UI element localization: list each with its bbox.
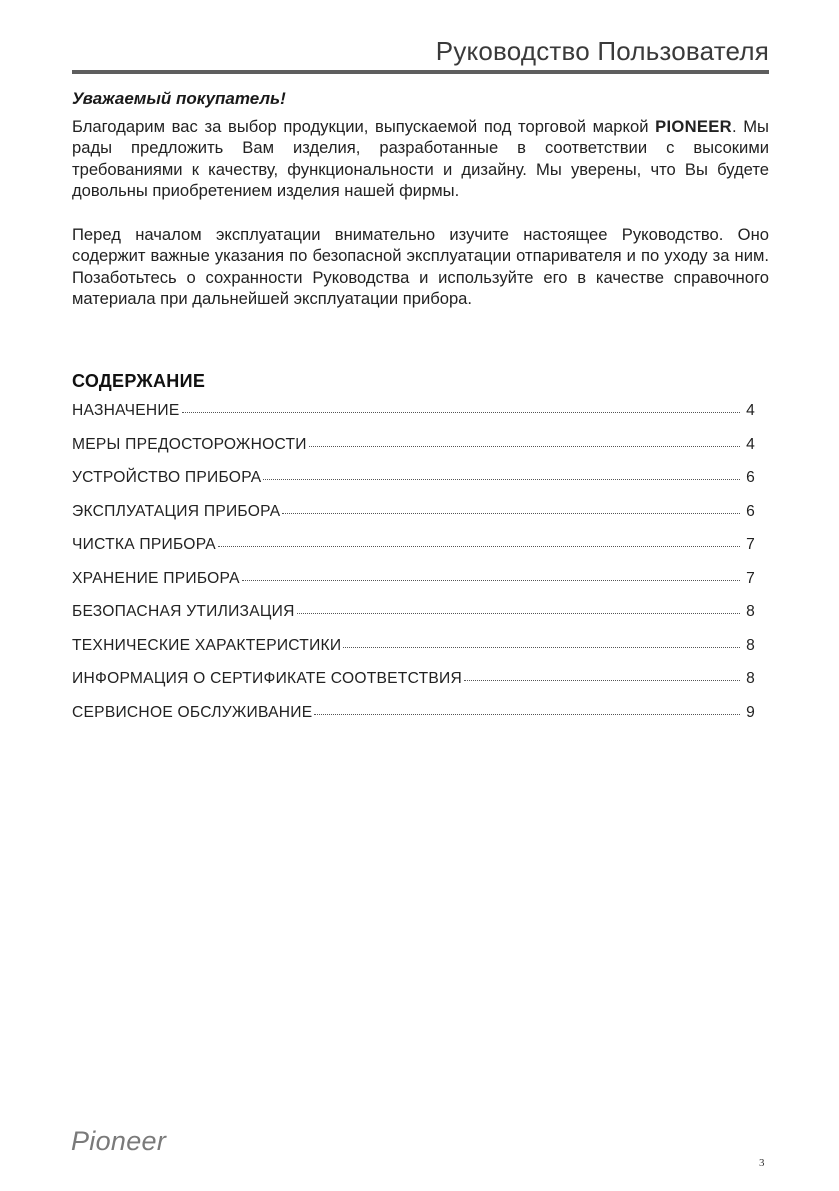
intro-paragraph-1 [72,116,769,202]
toc-item-label: МЕРЫ ПРЕДОСТОРОЖНОСТИ [72,435,307,453]
intro-paragraph-1-end: . Мы рады предложить Вам изделия, разработанные в соответствии с высокими требованиями к качеству, функциональности и дизайну. Мы уверены, что Вы будете довольны приобретением изделия нашей фирмы. [72,117,769,201]
toc-item-label: ИНФОРМАЦИЯ О СЕРТИФИКАТЕ СООТВЕТСТВИЯ [72,670,462,687]
brand-name: PIONEER [655,117,732,136]
toc-leader-dots [297,612,740,614]
toc-leader-dots [309,445,740,447]
pioneer-logo: Pioneer [71,1126,167,1156]
toc-leader-dots [343,646,740,648]
toc-item[interactable] [72,503,755,537]
toc-item[interactable] [72,704,755,738]
toc-item[interactable] [72,436,755,470]
toc-item[interactable] [72,536,755,570]
header-divider [72,70,769,74]
table-of-contents [72,402,755,737]
toc-item[interactable] [72,670,755,704]
toc-item-page: 6 [746,469,755,486]
toc-item-label: СЕРВИСНОЕ ОБСЛУЖИВАНИЕ [72,703,313,721]
toc-item-page: 4 [746,402,755,419]
toc-item-label: НАЗНАЧЕНИЕ [72,402,180,419]
toc-leader-dots [263,478,740,480]
toc-item-page: 6 [746,502,755,520]
toc-leader-dots [242,579,740,581]
greeting-heading: Уважаемый покупатель! [72,89,286,108]
toc-heading: СОДЕРЖАНИЕ [72,371,206,391]
toc-item-page: 9 [746,703,755,721]
toc-item-page: 8 [746,603,755,620]
toc-item-label: ЭКСПЛУАТАЦИЯ ПРИБОРА [72,502,281,520]
toc-item-label: ХРАНЕНИЕ ПРИБОРА [72,569,240,587]
toc-item[interactable] [72,637,755,671]
toc-item-label: БЕЗОПАСНАЯ УТИЛИЗАЦИЯ [72,603,295,620]
toc-item-page: 7 [746,536,755,553]
toc-item-label: ТЕХНИЧЕСКИЕ ХАРАКТЕРИСТИКИ [72,636,342,654]
toc-leader-dots [464,679,740,681]
intro-paragraph-1-start: Благодарим вас за выбор продукции, выпускаемой под торговой маркой [72,117,656,136]
intro-paragraph-2: Перед началом эксплуатации внимательно изучите настоящее Руководство. Оно содержит важные указания по безопасной эксплуатации отпаривателя и по уходу за ним. Позаботьтесь о сохранности Руководства и используйте его в качестве справочного материала при дальнейшей эксплуатации прибора. [72,225,769,309]
toc-leader-dots [314,713,740,715]
toc-item-page: 8 [746,670,755,687]
page-number: 3 [759,1157,765,1169]
toc-item[interactable] [72,402,755,436]
toc-item[interactable] [72,603,755,637]
toc-item-page: 7 [746,569,755,587]
toc-item-page: 8 [746,636,755,654]
toc-leader-dots [218,545,740,547]
toc-item[interactable] [72,469,755,503]
page-header-title: Руководство Пользователя [435,36,769,66]
toc-item-label: ЧИСТКА ПРИБОРА [72,536,216,553]
toc-item-label: УСТРОЙСТВО ПРИБОРА [72,469,262,486]
toc-item[interactable] [72,570,755,604]
toc-leader-dots [182,411,740,413]
toc-leader-dots [282,512,740,514]
toc-item-page: 4 [746,435,755,453]
